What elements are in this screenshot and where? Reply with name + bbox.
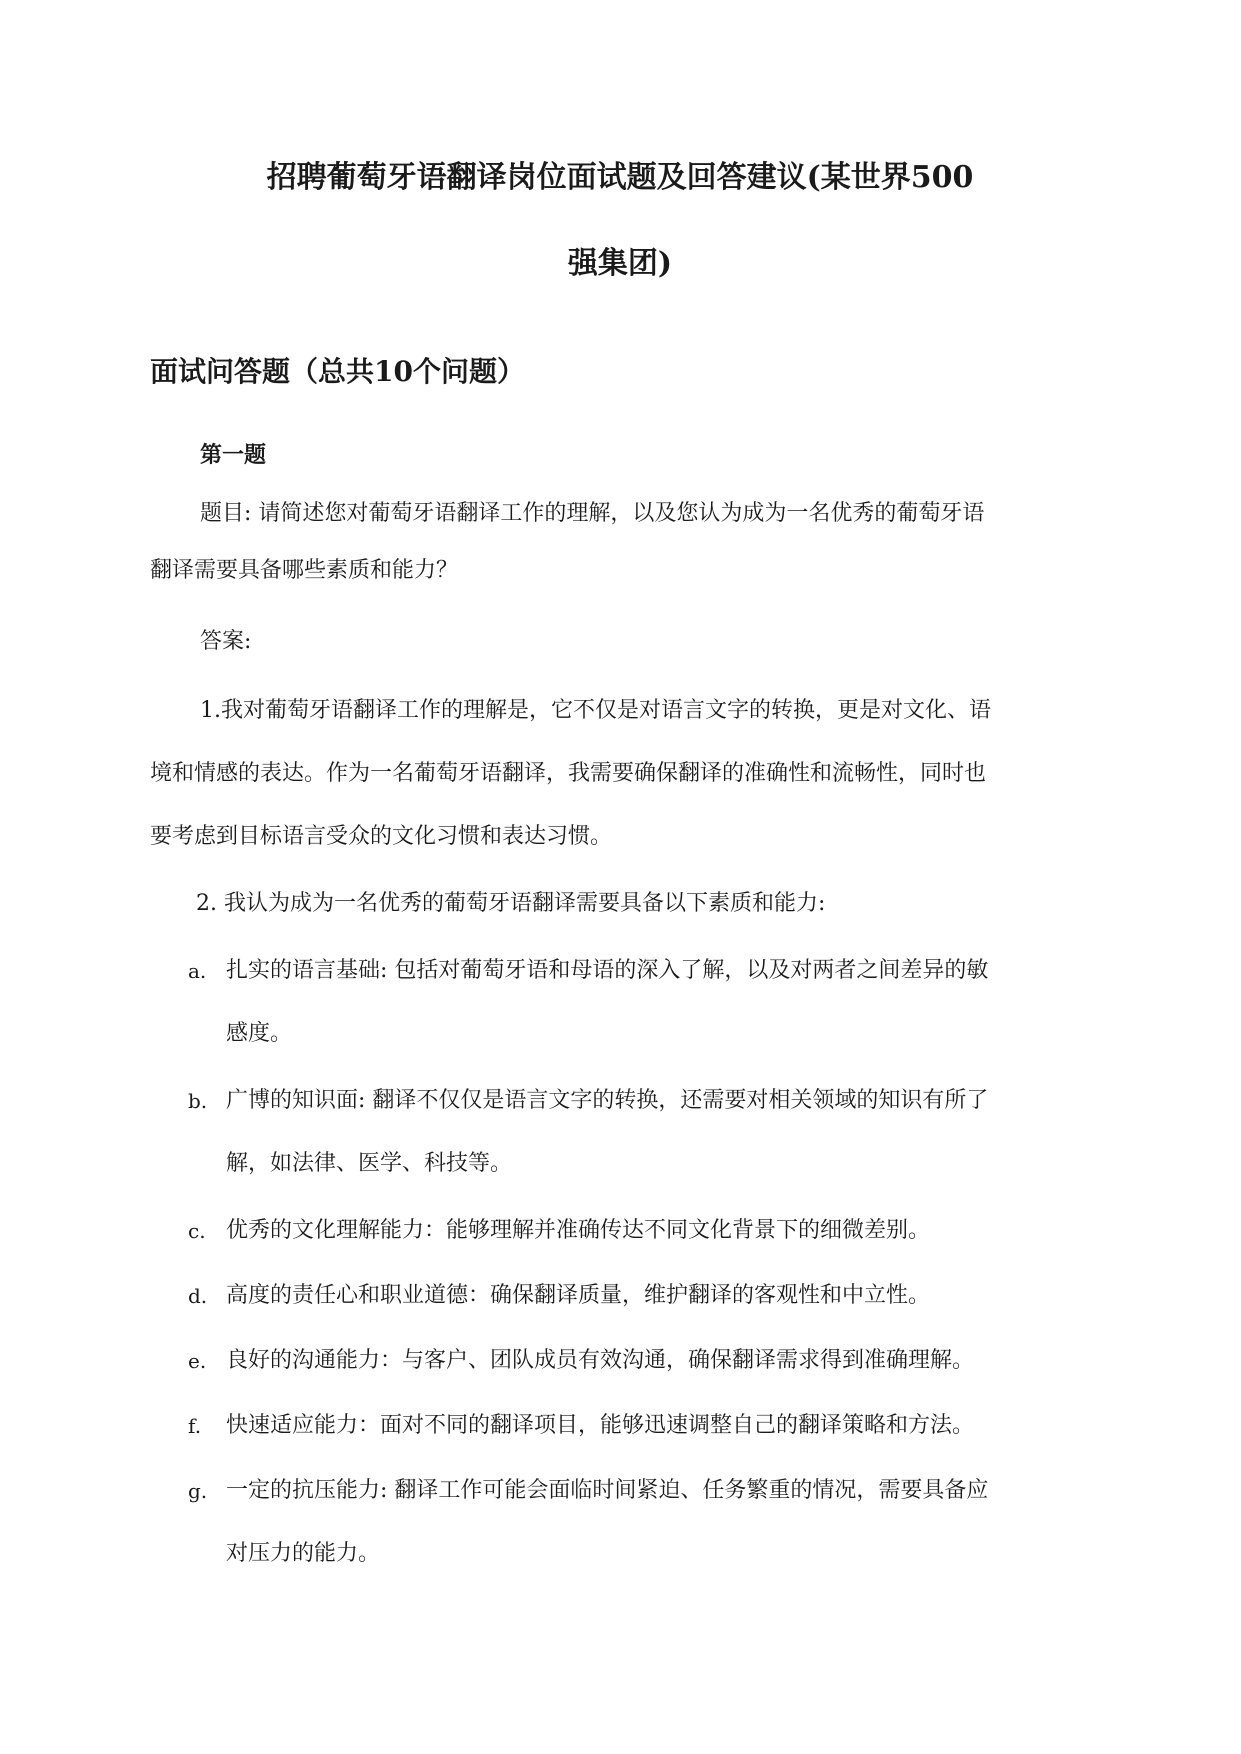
list-item-g-line-2: 对压力的能力。 — [226, 1541, 381, 1566]
list-item-f-line-1: 快速适应能力：面对不同的翻译项目，能够迅速调整自己的翻译策略和方法。 — [226, 1413, 975, 1438]
list-marker-b: b. — [188, 1089, 208, 1113]
question-text-line-1: 题目: 请简述您对葡萄牙语翻译工作的理解，以及您认为成为一名优秀的葡萄牙语 — [200, 501, 985, 526]
list-marker-a: a. — [188, 959, 207, 983]
answer-point-2-intro: 2. 我认为成为一名优秀的葡萄牙语翻译需要具备以下素质和能力: — [196, 891, 826, 916]
list-item-g-line-1: 一定的抗压能力: 翻译工作可能会面临时间紧迫、任务繁重的情况，需要具备应 — [226, 1478, 989, 1503]
question-text-line-2: 翻译需要具备哪些素质和能力？ — [150, 558, 459, 583]
document-title-line-1: 招聘葡萄牙语翻译岗位面试题及回答建议(某世界500 — [266, 160, 974, 195]
list-item-b-line-1: 广博的知识面: 翻译不仅仅是语言文字的转换，还需要对相关领域的知识有所了 — [226, 1088, 989, 1113]
list-marker-c: c. — [188, 1219, 206, 1243]
list-item-c-line-1: 优秀的文化理解能力：能够理解并准确传达不同文化背景下的细微差别。 — [226, 1218, 931, 1243]
answer-point-1-line-2: 境和情感的表达。作为一名葡萄牙语翻译，我需要确保翻译的准确性和流畅性，同时也 — [150, 761, 987, 786]
answer-point-1-line-1: 1.我对葡萄牙语翻译工作的理解是，它不仅是对语言文字的转换，更是对文化、语 — [200, 698, 991, 723]
list-item-a-line-2: 感度。 — [226, 1021, 293, 1046]
list-marker-d: d. — [188, 1284, 208, 1308]
list-item-d-line-1: 高度的责任心和职业道德：确保翻译质量，维护翻译的客观性和中立性。 — [226, 1283, 931, 1308]
list-item-e-line-1: 良好的沟通能力：与客户、团队成员有效沟通，确保翻译需求得到准确理解。 — [226, 1348, 975, 1373]
list-item-a-line-1: 扎实的语言基础: 包括对葡萄牙语和母语的深入了解，以及对两者之间差异的敏 — [226, 958, 989, 983]
list-marker-g: g. — [188, 1479, 208, 1503]
document-title-line-2: 强集团) — [567, 246, 673, 281]
section-heading: 面试问答题（总共10个问题） — [150, 355, 525, 388]
question-heading: 第一题 — [200, 442, 267, 468]
list-marker-e: e. — [188, 1349, 207, 1373]
list-marker-f: f. — [188, 1414, 202, 1438]
answer-point-1-line-3: 要考虑到目标语言受众的文化习惯和表达习惯。 — [150, 824, 613, 849]
list-item-b-line-2: 解，如法律、医学、科技等。 — [226, 1151, 513, 1176]
answer-label: 答案: — [200, 629, 252, 654]
